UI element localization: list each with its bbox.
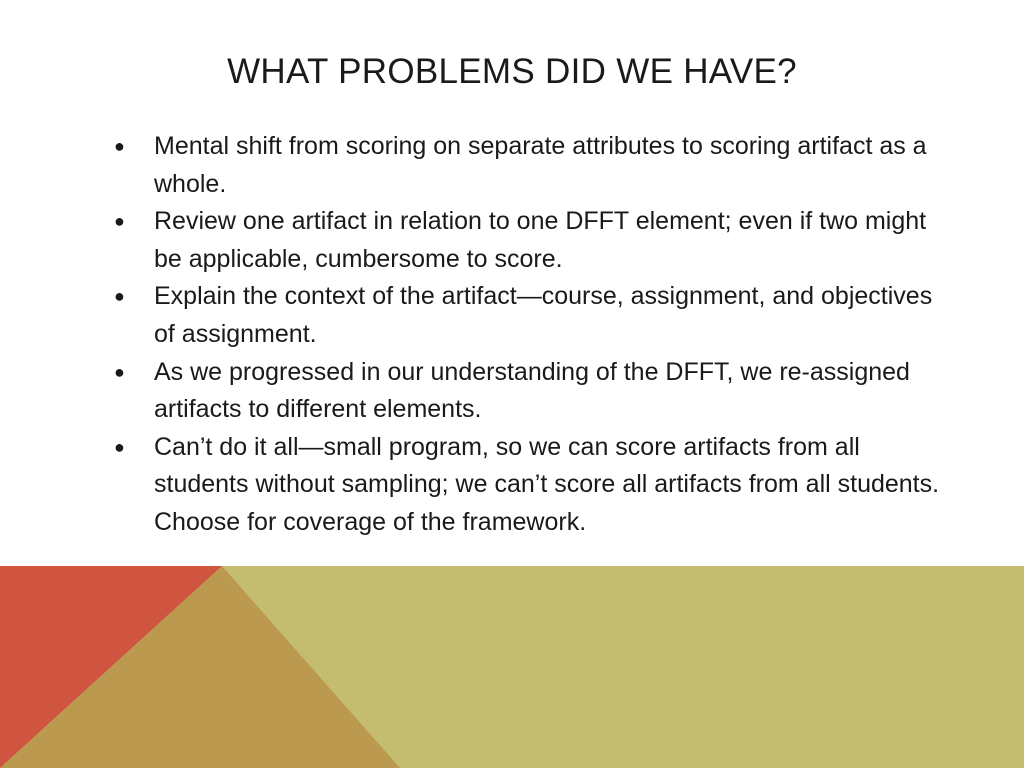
bullet-list	[110, 128, 940, 542]
bullet-text: Explain the context of the artifact—course, assignment, and objectives of assignment.	[154, 282, 933, 348]
bullet-item	[110, 128, 940, 203]
bullet-text: Review one artifact in relation to one DFFT element; even if two might be applicable, cumbersome to score.	[154, 207, 927, 273]
bullet-dot-icon: ●	[114, 436, 125, 457]
bullet-item	[110, 429, 940, 542]
bullet-dot-icon: ●	[114, 136, 125, 156]
bullet-text: As we progressed in our understanding of the DFFT, we re-assigned artifacts to different elements.	[154, 357, 910, 424]
bullet-dot-icon: ●	[114, 361, 125, 382]
bullet-dot-icon: ●	[114, 286, 125, 307]
bullet-item	[110, 354, 940, 429]
bullet-text: Can’t do it all—small program, so we can score artifacts from all students without sampling; we can’t score all artifacts from all students. Choose for coverage of the framework.	[154, 432, 940, 536]
bullet-item	[110, 203, 940, 278]
slide-title: WHAT PROBLEMS DID WE HAVE?	[227, 52, 797, 91]
bullet-item	[110, 278, 940, 353]
bullet-dot-icon: ●	[114, 211, 125, 232]
bullet-text: Mental shift from scoring on separate attributes to scoring artifact as a whole.	[154, 132, 927, 198]
